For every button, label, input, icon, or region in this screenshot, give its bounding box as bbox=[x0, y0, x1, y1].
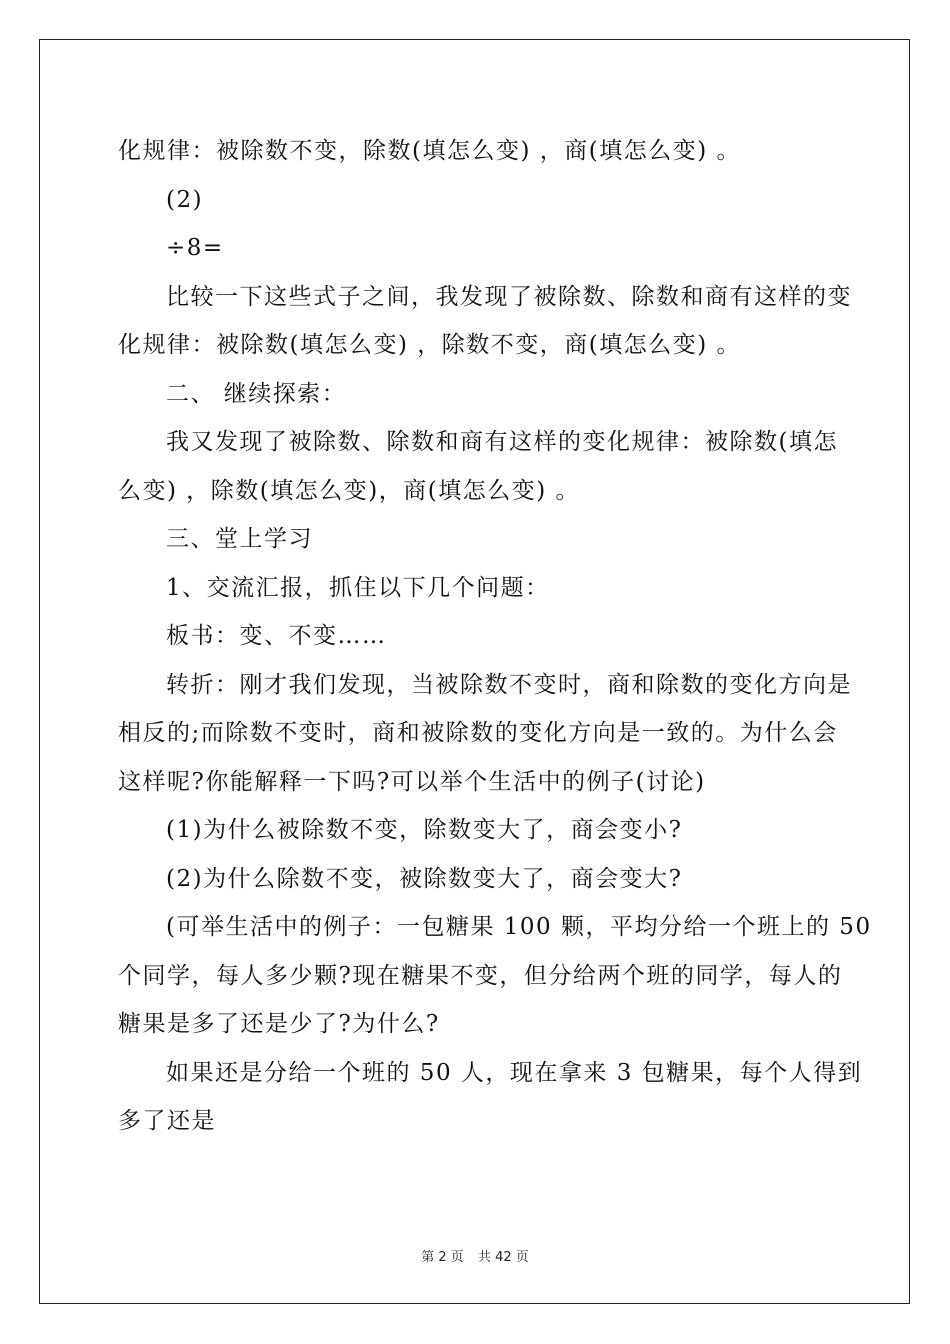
text-line: 化规律：被除数不变，除数(填怎么变) ，商(填怎么变) 。 bbox=[118, 138, 742, 164]
text-line: (1)为什么被除数不变，除数变大了，商会变小? bbox=[166, 817, 683, 843]
text-line: 我又发现了被除数、除数和商有这样的变化规律：被除数(填怎 bbox=[166, 429, 838, 455]
page-total: 共 42 页 bbox=[477, 1250, 529, 1265]
section-heading: 三、堂上学习 bbox=[166, 526, 313, 552]
text-line: (2)为什么除数不变，被除数变大了，商会变大? bbox=[166, 865, 683, 892]
document-body bbox=[118, 127, 872, 1146]
text-line: (2) bbox=[166, 186, 204, 213]
text-line: (可举生活中的例子：一包糖果 100 颗，平均分给一个班上的 50 bbox=[166, 914, 872, 940]
text-line: 转折：刚才我们发现，当被除数不变时，商和除数的变化方向是 bbox=[166, 671, 852, 698]
text-line: 糖果是多了还是少了?为什么? bbox=[118, 1011, 440, 1037]
text-line: 相反的;而除数不变时，商和被除数的变化方向是一致的。为什么会 bbox=[118, 720, 838, 746]
text-line: 1、交流汇报，抓住以下几个问题： bbox=[166, 574, 550, 601]
text-line: 个同学，每人多少颗?现在糖果不变，但分给两个班的同学，每人的 bbox=[118, 962, 843, 989]
text-line: 这样呢?你能解释一下吗?可以举个生活中的例子(讨论) bbox=[118, 768, 706, 795]
page-number: 第 2 页 bbox=[421, 1250, 464, 1265]
page-footer bbox=[0, 1246, 950, 1265]
text-line: ÷8= bbox=[166, 235, 224, 261]
section-heading: 二、 继续探索： bbox=[166, 380, 347, 407]
text-line: 板书：变、不变…… bbox=[166, 623, 387, 649]
text-line: 么变) ，除数(填怎么变)，商(填怎么变) 。 bbox=[118, 477, 580, 504]
text-line: 如果还是分给一个班的 50 人，现在拿来 3 包糖果，每个人得到 bbox=[166, 1059, 863, 1086]
text-line: 化规律：被除数(填怎么变) ，除数不变，商(填怎么变) 。 bbox=[118, 332, 742, 358]
text-line: 比较一下这些式子之间，我发现了被除数、除数和商有这样的变 bbox=[166, 283, 852, 310]
text-line: 多了还是 bbox=[118, 1108, 216, 1134]
